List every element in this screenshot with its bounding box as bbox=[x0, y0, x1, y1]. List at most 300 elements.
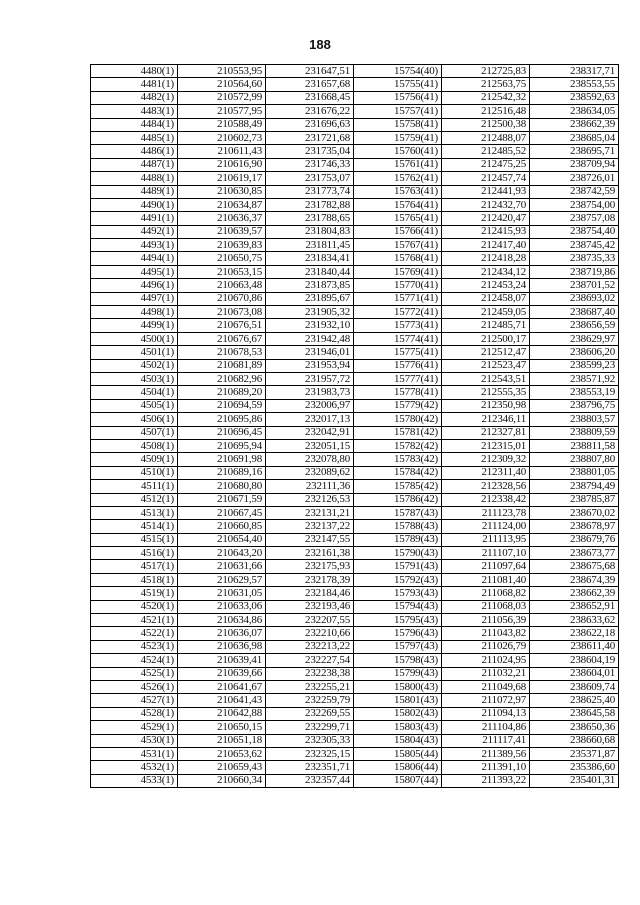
y-coord-right-cell: 238685,04 bbox=[530, 131, 619, 144]
point-id-left-cell: 4492(1) bbox=[91, 225, 178, 238]
x-coord-left-cell: 210670,86 bbox=[178, 292, 266, 305]
y-coord-right-cell: 238695,71 bbox=[530, 145, 619, 158]
x-coord-right-cell: 212441,93 bbox=[442, 185, 530, 198]
point-id-left-cell: 4497(1) bbox=[91, 292, 178, 305]
y-coord-right-cell: 238650,36 bbox=[530, 721, 619, 734]
y-coord-right-cell: 238742,59 bbox=[530, 185, 619, 198]
y-coord-right-cell: 238670,02 bbox=[530, 506, 619, 519]
y-coord-right-cell: 238604,01 bbox=[530, 667, 619, 680]
point-id-left-cell: 4514(1) bbox=[91, 520, 178, 533]
y-coord-left-cell: 232137,22 bbox=[266, 520, 354, 533]
x-coord-left-cell: 210641,43 bbox=[178, 694, 266, 707]
point-id-left-cell: 4490(1) bbox=[91, 198, 178, 211]
x-coord-right-cell: 212420,47 bbox=[442, 212, 530, 225]
table-row bbox=[91, 667, 619, 680]
table-row bbox=[91, 480, 619, 493]
point-id-left-cell: 4516(1) bbox=[91, 547, 178, 560]
x-coord-left-cell: 210653,15 bbox=[178, 265, 266, 278]
x-coord-left-cell: 210639,66 bbox=[178, 667, 266, 680]
point-id-right-cell: 15797(43) bbox=[354, 640, 442, 653]
x-coord-left-cell: 210680,80 bbox=[178, 480, 266, 493]
point-id-left-cell: 4521(1) bbox=[91, 614, 178, 627]
y-coord-left-cell: 232006,97 bbox=[266, 399, 354, 412]
y-coord-right-cell: 238757,08 bbox=[530, 212, 619, 225]
x-coord-left-cell: 210641,67 bbox=[178, 680, 266, 693]
table-row bbox=[91, 225, 619, 238]
point-id-left-cell: 4529(1) bbox=[91, 721, 178, 734]
x-coord-right-cell: 211107,10 bbox=[442, 547, 530, 560]
point-id-right-cell: 15792(43) bbox=[354, 573, 442, 586]
y-coord-left-cell: 232357,44 bbox=[266, 774, 354, 787]
y-coord-right-cell: 238622,18 bbox=[530, 627, 619, 640]
x-coord-left-cell: 210639,57 bbox=[178, 225, 266, 238]
point-id-right-cell: 15805(44) bbox=[354, 747, 442, 760]
point-id-left-cell: 4498(1) bbox=[91, 306, 178, 319]
y-coord-right-cell: 238656,59 bbox=[530, 319, 619, 332]
y-coord-right-cell: 238599,23 bbox=[530, 359, 619, 372]
x-coord-left-cell: 210636,07 bbox=[178, 627, 266, 640]
y-coord-right-cell: 238645,58 bbox=[530, 707, 619, 720]
x-coord-left-cell: 210660,34 bbox=[178, 774, 266, 787]
x-coord-left-cell: 210654,40 bbox=[178, 533, 266, 546]
point-id-left-cell: 4519(1) bbox=[91, 587, 178, 600]
x-coord-right-cell: 212327,81 bbox=[442, 426, 530, 439]
y-coord-right-cell: 238662,39 bbox=[530, 587, 619, 600]
y-coord-left-cell: 232305,33 bbox=[266, 734, 354, 747]
y-coord-left-cell: 231657,68 bbox=[266, 78, 354, 91]
y-coord-right-cell: 238794,49 bbox=[530, 480, 619, 493]
table-row bbox=[91, 413, 619, 426]
point-id-left-cell: 4480(1) bbox=[91, 65, 178, 78]
x-coord-right-cell: 212488,07 bbox=[442, 131, 530, 144]
table-row bbox=[91, 761, 619, 774]
x-coord-right-cell: 212555,35 bbox=[442, 386, 530, 399]
y-coord-right-cell: 238801,05 bbox=[530, 466, 619, 479]
point-id-left-cell: 4531(1) bbox=[91, 747, 178, 760]
x-coord-right-cell: 212338,42 bbox=[442, 493, 530, 506]
y-coord-left-cell: 231721,68 bbox=[266, 131, 354, 144]
table-row bbox=[91, 747, 619, 760]
x-coord-left-cell: 210630,85 bbox=[178, 185, 266, 198]
table-row bbox=[91, 506, 619, 519]
y-coord-left-cell: 231983,73 bbox=[266, 386, 354, 399]
x-coord-right-cell: 212523,47 bbox=[442, 359, 530, 372]
table-row bbox=[91, 198, 619, 211]
y-coord-left-cell: 232351,71 bbox=[266, 761, 354, 774]
y-coord-left-cell: 231834,41 bbox=[266, 252, 354, 265]
x-coord-left-cell: 210660,85 bbox=[178, 520, 266, 533]
y-coord-left-cell: 232051,15 bbox=[266, 439, 354, 452]
x-coord-left-cell: 210634,86 bbox=[178, 614, 266, 627]
y-coord-left-cell: 232238,38 bbox=[266, 667, 354, 680]
y-coord-right-cell: 235401,31 bbox=[530, 774, 619, 787]
x-coord-left-cell: 210663,48 bbox=[178, 279, 266, 292]
point-id-right-cell: 15798(43) bbox=[354, 654, 442, 667]
point-id-right-cell: 15761(41) bbox=[354, 158, 442, 171]
x-coord-right-cell: 212500,38 bbox=[442, 118, 530, 131]
y-coord-right-cell: 238571,92 bbox=[530, 372, 619, 385]
y-coord-right-cell: 238796,75 bbox=[530, 399, 619, 412]
point-id-left-cell: 4510(1) bbox=[91, 466, 178, 479]
table-row bbox=[91, 212, 619, 225]
x-coord-right-cell: 211113,95 bbox=[442, 533, 530, 546]
x-coord-left-cell: 210667,45 bbox=[178, 506, 266, 519]
table-row bbox=[91, 493, 619, 506]
y-coord-left-cell: 232089,62 bbox=[266, 466, 354, 479]
x-coord-right-cell: 212543,51 bbox=[442, 372, 530, 385]
point-id-left-cell: 4491(1) bbox=[91, 212, 178, 225]
x-coord-right-cell: 211026,79 bbox=[442, 640, 530, 653]
x-coord-right-cell: 211068,82 bbox=[442, 587, 530, 600]
y-coord-left-cell: 232042,91 bbox=[266, 426, 354, 439]
y-coord-right-cell: 238811,58 bbox=[530, 439, 619, 452]
table-row bbox=[91, 560, 619, 573]
point-id-right-cell: 15787(43) bbox=[354, 506, 442, 519]
x-coord-left-cell: 210696,45 bbox=[178, 426, 266, 439]
point-id-left-cell: 4515(1) bbox=[91, 533, 178, 546]
point-id-right-cell: 15806(44) bbox=[354, 761, 442, 774]
point-id-right-cell: 15767(41) bbox=[354, 239, 442, 252]
y-coord-left-cell: 232227,54 bbox=[266, 654, 354, 667]
y-coord-left-cell: 232213,22 bbox=[266, 640, 354, 653]
x-coord-right-cell: 211124,00 bbox=[442, 520, 530, 533]
point-id-right-cell: 15774(41) bbox=[354, 332, 442, 345]
point-id-left-cell: 4513(1) bbox=[91, 506, 178, 519]
table-row bbox=[91, 547, 619, 560]
table-row bbox=[91, 627, 619, 640]
y-coord-left-cell: 231696,63 bbox=[266, 118, 354, 131]
x-coord-left-cell: 210616,90 bbox=[178, 158, 266, 171]
x-coord-left-cell: 210653,62 bbox=[178, 747, 266, 760]
point-id-left-cell: 4504(1) bbox=[91, 386, 178, 399]
y-coord-right-cell: 238807,80 bbox=[530, 453, 619, 466]
table-row bbox=[91, 185, 619, 198]
point-id-left-cell: 4528(1) bbox=[91, 707, 178, 720]
table-row bbox=[91, 118, 619, 131]
table-row bbox=[91, 520, 619, 533]
y-coord-right-cell: 238609,74 bbox=[530, 680, 619, 693]
y-coord-left-cell: 231773,74 bbox=[266, 185, 354, 198]
x-coord-right-cell: 212418,28 bbox=[442, 252, 530, 265]
point-id-right-cell: 15791(43) bbox=[354, 560, 442, 573]
table-row bbox=[91, 533, 619, 546]
x-coord-right-cell: 212563,75 bbox=[442, 78, 530, 91]
point-id-left-cell: 4495(1) bbox=[91, 265, 178, 278]
y-coord-left-cell: 231676,22 bbox=[266, 105, 354, 118]
point-id-left-cell: 4503(1) bbox=[91, 372, 178, 385]
y-coord-right-cell: 238592,63 bbox=[530, 91, 619, 104]
point-id-left-cell: 4527(1) bbox=[91, 694, 178, 707]
point-id-right-cell: 15795(43) bbox=[354, 614, 442, 627]
point-id-right-cell: 15780(42) bbox=[354, 413, 442, 426]
point-id-right-cell: 15775(41) bbox=[354, 346, 442, 359]
x-coord-left-cell: 210639,41 bbox=[178, 654, 266, 667]
y-coord-right-cell: 238735,33 bbox=[530, 252, 619, 265]
x-coord-right-cell: 211393,22 bbox=[442, 774, 530, 787]
point-id-right-cell: 15763(41) bbox=[354, 185, 442, 198]
point-id-right-cell: 15799(43) bbox=[354, 667, 442, 680]
x-coord-right-cell: 211049,68 bbox=[442, 680, 530, 693]
y-coord-left-cell: 231895,67 bbox=[266, 292, 354, 305]
y-coord-left-cell: 232175,93 bbox=[266, 560, 354, 573]
x-coord-right-cell: 212311,40 bbox=[442, 466, 530, 479]
x-coord-right-cell: 212346,11 bbox=[442, 413, 530, 426]
y-coord-right-cell: 238625,40 bbox=[530, 694, 619, 707]
y-coord-left-cell: 232111,36 bbox=[266, 480, 354, 493]
y-coord-right-cell: 238674,39 bbox=[530, 573, 619, 586]
point-id-left-cell: 4532(1) bbox=[91, 761, 178, 774]
y-coord-right-cell: 238678,97 bbox=[530, 520, 619, 533]
point-id-right-cell: 15768(41) bbox=[354, 252, 442, 265]
x-coord-right-cell: 211104,86 bbox=[442, 721, 530, 734]
page-number: 188 bbox=[309, 37, 331, 52]
table-row bbox=[91, 600, 619, 613]
y-coord-right-cell: 238675,68 bbox=[530, 560, 619, 573]
x-coord-right-cell: 212485,71 bbox=[442, 319, 530, 332]
table-row bbox=[91, 399, 619, 412]
x-coord-right-cell: 211391,10 bbox=[442, 761, 530, 774]
y-coord-left-cell: 231804,83 bbox=[266, 225, 354, 238]
x-coord-right-cell: 212432,70 bbox=[442, 198, 530, 211]
x-coord-left-cell: 210602,73 bbox=[178, 131, 266, 144]
point-id-right-cell: 15764(41) bbox=[354, 198, 442, 211]
point-id-left-cell: 4481(1) bbox=[91, 78, 178, 91]
y-coord-right-cell: 238673,77 bbox=[530, 547, 619, 560]
point-id-right-cell: 15793(43) bbox=[354, 587, 442, 600]
y-coord-left-cell: 232131,21 bbox=[266, 506, 354, 519]
x-coord-left-cell: 210642,88 bbox=[178, 707, 266, 720]
point-id-left-cell: 4517(1) bbox=[91, 560, 178, 573]
table-row bbox=[91, 614, 619, 627]
point-id-left-cell: 4500(1) bbox=[91, 332, 178, 345]
y-coord-left-cell: 231647,51 bbox=[266, 65, 354, 78]
table-row bbox=[91, 91, 619, 104]
table-row bbox=[91, 573, 619, 586]
point-id-right-cell: 15783(42) bbox=[354, 453, 442, 466]
y-coord-right-cell: 238604,19 bbox=[530, 654, 619, 667]
y-coord-right-cell: 238745,42 bbox=[530, 239, 619, 252]
y-coord-right-cell: 238553,19 bbox=[530, 386, 619, 399]
table-row bbox=[91, 774, 619, 787]
y-coord-left-cell: 232259,79 bbox=[266, 694, 354, 707]
point-id-left-cell: 4493(1) bbox=[91, 239, 178, 252]
y-coord-left-cell: 232017,13 bbox=[266, 413, 354, 426]
point-id-right-cell: 15786(42) bbox=[354, 493, 442, 506]
x-coord-left-cell: 210619,17 bbox=[178, 172, 266, 185]
x-coord-right-cell: 212542,32 bbox=[442, 91, 530, 104]
y-coord-left-cell: 231788,65 bbox=[266, 212, 354, 225]
point-id-right-cell: 15788(43) bbox=[354, 520, 442, 533]
y-coord-right-cell: 238660,68 bbox=[530, 734, 619, 747]
x-coord-right-cell: 212315,01 bbox=[442, 439, 530, 452]
point-id-left-cell: 4502(1) bbox=[91, 359, 178, 372]
point-id-left-cell: 4494(1) bbox=[91, 252, 178, 265]
x-coord-left-cell: 210650,75 bbox=[178, 252, 266, 265]
table-row bbox=[91, 707, 619, 720]
point-id-left-cell: 4530(1) bbox=[91, 734, 178, 747]
x-coord-right-cell: 211097,64 bbox=[442, 560, 530, 573]
point-id-right-cell: 15757(41) bbox=[354, 105, 442, 118]
point-id-right-cell: 15754(40) bbox=[354, 65, 442, 78]
table-row bbox=[91, 426, 619, 439]
y-coord-left-cell: 231957,72 bbox=[266, 372, 354, 385]
y-coord-right-cell: 238726,01 bbox=[530, 172, 619, 185]
y-coord-right-cell: 238611,40 bbox=[530, 640, 619, 653]
table-row bbox=[91, 587, 619, 600]
y-coord-right-cell: 238687,40 bbox=[530, 306, 619, 319]
point-id-left-cell: 4483(1) bbox=[91, 105, 178, 118]
x-coord-left-cell: 210572,99 bbox=[178, 91, 266, 104]
x-coord-left-cell: 210689,16 bbox=[178, 466, 266, 479]
x-coord-right-cell: 211032,21 bbox=[442, 667, 530, 680]
x-coord-left-cell: 210636,37 bbox=[178, 212, 266, 225]
point-id-left-cell: 4526(1) bbox=[91, 680, 178, 693]
x-coord-left-cell: 210676,51 bbox=[178, 319, 266, 332]
table-row bbox=[91, 453, 619, 466]
x-coord-right-cell: 211072,97 bbox=[442, 694, 530, 707]
x-coord-left-cell: 210689,20 bbox=[178, 386, 266, 399]
x-coord-left-cell: 210631,66 bbox=[178, 560, 266, 573]
x-coord-right-cell: 212453,24 bbox=[442, 279, 530, 292]
point-id-right-cell: 15765(41) bbox=[354, 212, 442, 225]
point-id-left-cell: 4488(1) bbox=[91, 172, 178, 185]
table-row bbox=[91, 158, 619, 171]
table-row bbox=[91, 721, 619, 734]
table-row bbox=[91, 439, 619, 452]
x-coord-left-cell: 210636,98 bbox=[178, 640, 266, 653]
point-id-left-cell: 4533(1) bbox=[91, 774, 178, 787]
point-id-right-cell: 15762(41) bbox=[354, 172, 442, 185]
point-id-left-cell: 4489(1) bbox=[91, 185, 178, 198]
x-coord-right-cell: 212516,48 bbox=[442, 105, 530, 118]
point-id-right-cell: 15773(41) bbox=[354, 319, 442, 332]
point-id-left-cell: 4522(1) bbox=[91, 627, 178, 640]
y-coord-left-cell: 232178,39 bbox=[266, 573, 354, 586]
table-row bbox=[91, 654, 619, 667]
point-id-right-cell: 15778(41) bbox=[354, 386, 442, 399]
point-id-right-cell: 15804(43) bbox=[354, 734, 442, 747]
table-row bbox=[91, 346, 619, 359]
x-coord-right-cell: 212417,40 bbox=[442, 239, 530, 252]
x-coord-left-cell: 210564,60 bbox=[178, 78, 266, 91]
y-coord-left-cell: 231873,85 bbox=[266, 279, 354, 292]
x-coord-left-cell: 210577,95 bbox=[178, 105, 266, 118]
y-coord-left-cell: 232078,80 bbox=[266, 453, 354, 466]
y-coord-left-cell: 231746,33 bbox=[266, 158, 354, 171]
y-coord-right-cell: 238662,39 bbox=[530, 118, 619, 131]
x-coord-right-cell: 211389,56 bbox=[442, 747, 530, 760]
x-coord-left-cell: 210673,08 bbox=[178, 306, 266, 319]
point-id-right-cell: 15779(42) bbox=[354, 399, 442, 412]
y-coord-right-cell: 238809,59 bbox=[530, 426, 619, 439]
point-id-left-cell: 4512(1) bbox=[91, 493, 178, 506]
y-coord-left-cell: 231840,44 bbox=[266, 265, 354, 278]
y-coord-left-cell: 231735,04 bbox=[266, 145, 354, 158]
y-coord-right-cell: 238634,05 bbox=[530, 105, 619, 118]
table-row bbox=[91, 386, 619, 399]
point-id-left-cell: 4486(1) bbox=[91, 145, 178, 158]
table-row bbox=[91, 78, 619, 91]
point-id-right-cell: 15769(41) bbox=[354, 265, 442, 278]
table-row bbox=[91, 172, 619, 185]
y-coord-left-cell: 232147,55 bbox=[266, 533, 354, 546]
x-coord-right-cell: 212512,47 bbox=[442, 346, 530, 359]
table-row bbox=[91, 131, 619, 144]
x-coord-left-cell: 210671,59 bbox=[178, 493, 266, 506]
point-id-left-cell: 4511(1) bbox=[91, 480, 178, 493]
y-coord-right-cell: 238629,97 bbox=[530, 332, 619, 345]
point-id-left-cell: 4499(1) bbox=[91, 319, 178, 332]
x-coord-left-cell: 210678,53 bbox=[178, 346, 266, 359]
point-id-right-cell: 15758(41) bbox=[354, 118, 442, 131]
point-id-right-cell: 15784(42) bbox=[354, 466, 442, 479]
y-coord-left-cell: 231811,45 bbox=[266, 239, 354, 252]
x-coord-left-cell: 210629,57 bbox=[178, 573, 266, 586]
table-row bbox=[91, 239, 619, 252]
point-id-right-cell: 15760(41) bbox=[354, 145, 442, 158]
point-id-right-cell: 15776(41) bbox=[354, 359, 442, 372]
point-id-left-cell: 4484(1) bbox=[91, 118, 178, 131]
table-row bbox=[91, 694, 619, 707]
y-coord-right-cell: 238719,86 bbox=[530, 265, 619, 278]
table-row bbox=[91, 332, 619, 345]
table-row bbox=[91, 292, 619, 305]
table-row bbox=[91, 279, 619, 292]
point-id-right-cell: 15781(42) bbox=[354, 426, 442, 439]
point-id-left-cell: 4508(1) bbox=[91, 439, 178, 452]
x-coord-left-cell: 210659,43 bbox=[178, 761, 266, 774]
x-coord-left-cell: 210588,49 bbox=[178, 118, 266, 131]
y-coord-right-cell: 238754,00 bbox=[530, 198, 619, 211]
table-row bbox=[91, 372, 619, 385]
x-coord-left-cell: 210676,67 bbox=[178, 332, 266, 345]
x-coord-left-cell: 210631,05 bbox=[178, 587, 266, 600]
y-coord-right-cell: 238679,76 bbox=[530, 533, 619, 546]
y-coord-right-cell: 238606,20 bbox=[530, 346, 619, 359]
coordinates-table bbox=[90, 64, 619, 788]
y-coord-left-cell: 231946,01 bbox=[266, 346, 354, 359]
x-coord-left-cell: 210651,18 bbox=[178, 734, 266, 747]
table-row bbox=[91, 319, 619, 332]
y-coord-left-cell: 232193,46 bbox=[266, 600, 354, 613]
y-coord-left-cell: 232299,71 bbox=[266, 721, 354, 734]
x-coord-right-cell: 212350,98 bbox=[442, 399, 530, 412]
table-row bbox=[91, 466, 619, 479]
y-coord-left-cell: 231905,32 bbox=[266, 306, 354, 319]
y-coord-right-cell: 238317,71 bbox=[530, 65, 619, 78]
y-coord-left-cell: 232269,55 bbox=[266, 707, 354, 720]
table-row bbox=[91, 359, 619, 372]
y-coord-right-cell: 238785,87 bbox=[530, 493, 619, 506]
x-coord-right-cell: 212457,74 bbox=[442, 172, 530, 185]
table-row bbox=[91, 265, 619, 278]
point-id-right-cell: 15803(43) bbox=[354, 721, 442, 734]
table-row bbox=[91, 65, 619, 78]
point-id-right-cell: 15782(42) bbox=[354, 439, 442, 452]
point-id-right-cell: 15794(43) bbox=[354, 600, 442, 613]
point-id-right-cell: 15796(43) bbox=[354, 627, 442, 640]
x-coord-left-cell: 210650,15 bbox=[178, 721, 266, 734]
x-coord-right-cell: 212485,52 bbox=[442, 145, 530, 158]
point-id-left-cell: 4501(1) bbox=[91, 346, 178, 359]
y-coord-left-cell: 231953,94 bbox=[266, 359, 354, 372]
point-id-right-cell: 15785(42) bbox=[354, 480, 442, 493]
x-coord-right-cell: 211024,95 bbox=[442, 654, 530, 667]
x-coord-left-cell: 210611,43 bbox=[178, 145, 266, 158]
point-id-right-cell: 15755(41) bbox=[354, 78, 442, 91]
point-id-left-cell: 4505(1) bbox=[91, 399, 178, 412]
x-coord-left-cell: 210694,59 bbox=[178, 399, 266, 412]
